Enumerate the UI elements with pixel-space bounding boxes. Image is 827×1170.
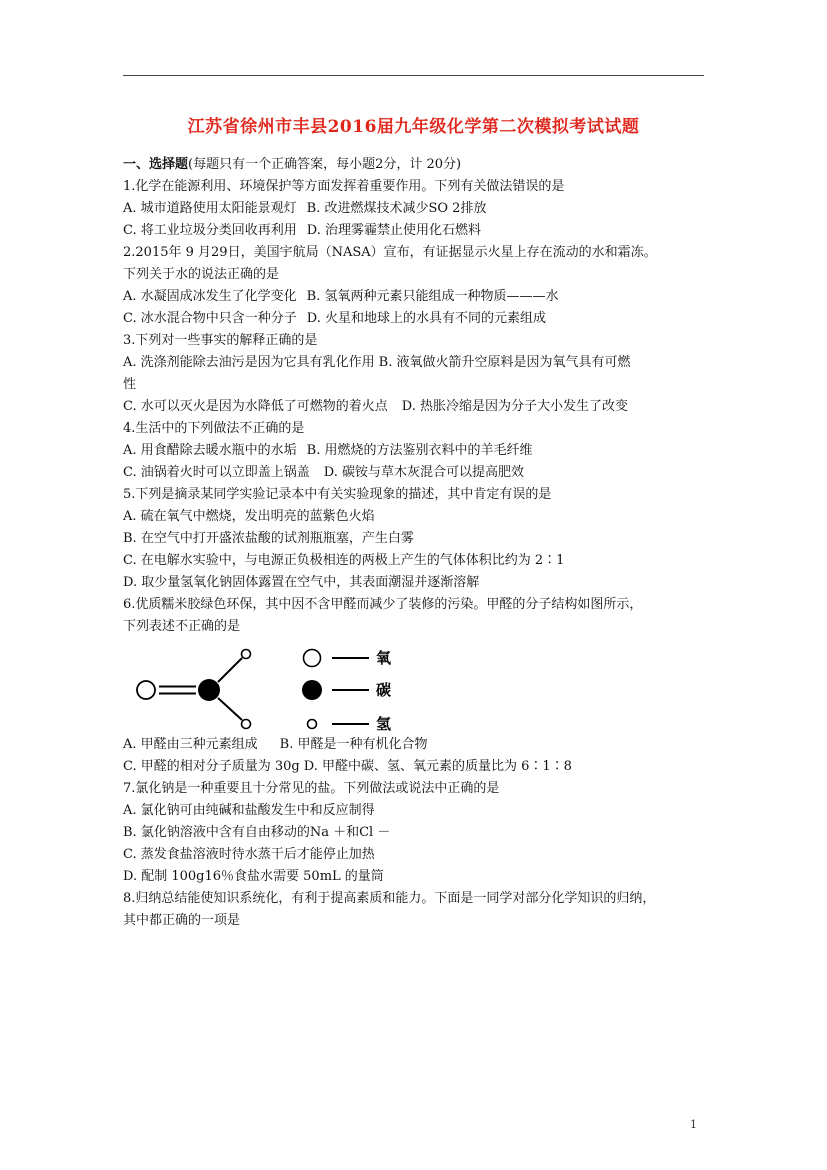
question-6-stem: 6.优质糯米胶绿色环保，其中因不含甲醛而减少了装修的污染。甲醛的分子结构如图所示，: [123, 597, 643, 612]
page-number: 1: [690, 1118, 697, 1131]
option-c: C. 在电解水实验中，与电源正负极相连的两极上产生的气体体积比约为 2∶1: [123, 553, 565, 568]
question-3-options-ab: [123, 352, 708, 374]
question-4-options-cd: [123, 462, 708, 484]
option-b: B. 改进燃煤技术减少SO 2排放: [306, 201, 487, 216]
option-d: D. 甲醛中碳、氢、氧元素的质量比为 6∶1∶8: [303, 759, 572, 774]
option-a: A. 用食醋除去暖水瓶中的水垢: [123, 443, 297, 458]
question-6-options-ab: [123, 734, 708, 756]
question-1-options-ab: [123, 198, 708, 220]
bond-upper: [218, 658, 242, 682]
option-c: C. 将工业垃圾分类回收再利用: [123, 223, 297, 238]
option-d: D. 碳铵与草木灰混合可以提高肥效: [323, 465, 524, 480]
question-2-stem: 2.2015年 9 月29日，美国宇航局（NASA）宣布，有证据显示火星上存在流动的水和霜冻。: [123, 245, 657, 260]
question-8-stem: 8.归纳总结能使知识系统化，有利于提高素质和能力。下面是一同学对部分化学知识的归纳，: [123, 891, 656, 906]
bond-lower: [218, 698, 242, 720]
option-b: B. 氯化钠溶液中含有自由移动的Na ＋和Cl －: [123, 825, 391, 840]
option-d: D. 热胀冷缩是因为分子大小发生了改变: [401, 399, 628, 414]
option-d: D. 火星和地球上的水具有不同的元素组成: [306, 311, 546, 326]
option-a: A. 氯化钠可由纯碱和盐酸发生中和反应制得: [123, 803, 375, 818]
option-d: D. 取少量氢氧化钠固体露置在空气中，其表面潮湿并逐渐溶解: [123, 575, 480, 590]
option-d: D. 配制 100g16％食盐水需要 50mL 的量筒: [123, 869, 384, 884]
option-c: C. 水可以灭火是因为水降低了可燃物的着火点: [123, 399, 388, 414]
header-rule: [123, 75, 704, 76]
carbon-atom: [198, 679, 220, 701]
question-4-options-ab: [123, 440, 708, 462]
option-b: B. 甲醛是一种有机化合物: [279, 737, 428, 752]
option-a: A. 城市道路使用太阳能景观灯: [123, 201, 297, 216]
legend-carbon-label: 碳: [376, 681, 392, 699]
question-3-option-b-cont: 性: [123, 377, 137, 392]
question-3-stem: 3.下列对一些事实的解释正确的是: [123, 333, 318, 348]
option-c: C. 油锅着火时可以立即盖上锅盖: [123, 465, 310, 480]
question-2-options-ab: [123, 286, 708, 308]
oxygen-atom: [137, 681, 155, 699]
legend-carbon-symbol: [302, 680, 322, 700]
option-a: A. 洗涤剂能除去油污是因为它具有乳化作用: [123, 355, 375, 370]
option-b: B. 用燃烧的方法鉴别衣料中的羊毛纤维: [306, 443, 533, 458]
option-a: A. 甲醛由三种元素组成: [123, 737, 258, 752]
hydrogen-atom-lower: [242, 720, 251, 729]
question-6-stem-cont: 下列表述不正确的是: [123, 619, 241, 634]
question-6-options-cd: [123, 756, 708, 778]
formaldehyde-diagram: [123, 638, 708, 734]
option-c: C. 甲醛的相对分子质量为 30g: [123, 759, 300, 774]
option-a: A. 硫在氧气中燃烧，发出明亮的蓝紫色火焰: [123, 509, 375, 524]
legend-oxygen-label: 氧: [376, 649, 392, 667]
legend-oxygen-symbol: [304, 650, 321, 667]
question-5-stem: 5.下列是摘录某同学实验记录本中有关实验现象的描述，其中肯定有误的是: [123, 487, 552, 502]
document-title: 江苏省徐州市丰县2016届九年级化学第二次模拟考试试题: [187, 117, 640, 137]
section-heading: [123, 154, 708, 176]
question-2-stem-cont: 下列关于水的说法正确的是: [123, 267, 280, 282]
option-b: B. 氢氧两种元素只能组成一种物质———水: [306, 289, 559, 304]
option-b: B. 液氧做火箭升空原料是因为氧气具有可燃: [378, 355, 631, 370]
question-2-options-cd: [123, 308, 708, 330]
question-1-stem: 1.化学在能源利用、环境保护等方面发挥着重要作用。下列有关做法错误的是: [123, 179, 565, 194]
option-b: B. 在空气中打开盛浓盐酸的试剂瓶瓶塞，产生白雾: [123, 531, 414, 546]
molecule-structure-figure: [129, 638, 409, 734]
section-note: (每题只有一个正确答案，每小题2分，计 20分): [188, 157, 462, 172]
question-7-stem: 7.氯化钠是一种重要且十分常见的盐。下列做法或说法中正确的是: [123, 781, 500, 796]
option-c: C. 冰水混合物中只含一种分子: [123, 311, 297, 326]
question-4-stem: 4.生活中的下列做法不正确的是: [123, 421, 305, 436]
question-8-stem-cont: 其中都正确的一项是: [123, 913, 241, 928]
legend-hydrogen-label: 氢: [376, 715, 392, 733]
hydrogen-atom-upper: [242, 650, 251, 659]
section-label: 一、选择题: [123, 157, 189, 172]
option-c: C. 蒸发食盐溶液时待水蒸干后才能停止加热: [123, 847, 375, 862]
question-1-options-cd: [123, 220, 708, 242]
option-a: A. 水凝固成冰发生了化学变化: [123, 289, 297, 304]
legend-hydrogen-symbol: [308, 720, 317, 729]
question-3-options-cd: [123, 396, 708, 418]
option-d: D. 治理雾霾禁止使用化石燃料: [306, 223, 481, 238]
question-list: [123, 154, 708, 932]
